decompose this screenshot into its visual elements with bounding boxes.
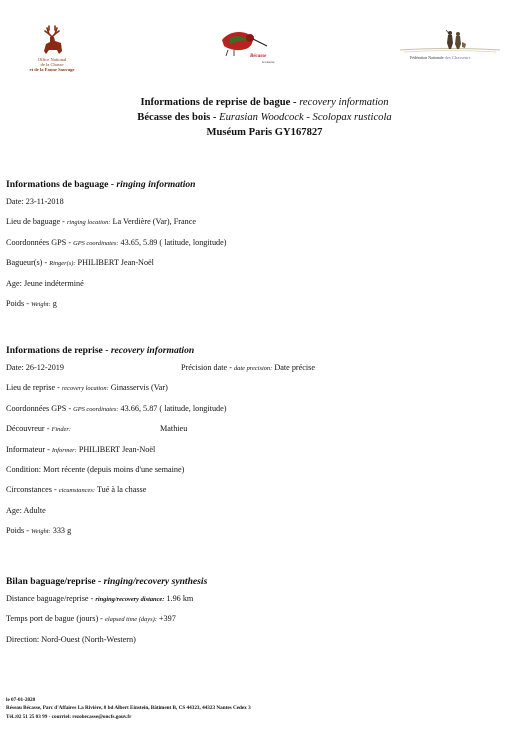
ringing-weight-label: Poids - [6, 298, 32, 308]
recovery-location-row [6, 383, 521, 393]
synthesis-time-value: +397 [156, 614, 176, 624]
ringing-ringer-en: Ringer(s): [49, 260, 76, 268]
ringing-location-label: Lieu de baguage - [6, 217, 67, 227]
ringing-weight-value: g [50, 298, 57, 308]
fnc-suffix: des Chasseurs [444, 55, 471, 60]
recovery-informer-en: Informer: [51, 446, 77, 454]
ringing-title [6, 179, 521, 190]
becasse-name: Bécasse [250, 54, 267, 59]
footer-address: Réseau Bécasse, Parc d'Affaires La Rivière, 8 bd Albert Einstein, Bâtiment B, CS 44323, 44323 Nantes Cedex 3 [6, 705, 251, 712]
recovery-weight-row [6, 526, 521, 536]
recovery-title [6, 345, 521, 356]
oncfs-line3: et de la Faune Sauvage [29, 67, 75, 73]
header-line-recovery [0, 95, 529, 110]
ringing-date-value: 23-11-2018 [25, 197, 64, 206]
ringing-ringer-label: Bagueur(s) - [6, 258, 50, 268]
synthesis-time-label: Temps port de bague (jours) - [6, 614, 106, 624]
recovery-gps-label: Coordonnées GPS - [6, 403, 74, 413]
ringing-age-row [6, 279, 521, 289]
fnc-text [410, 55, 471, 60]
recovery-weight-value: 333 g [50, 526, 72, 536]
header-line-species [0, 110, 529, 125]
synthesis-title-fr: Bilan baguage/reprise - [6, 576, 104, 587]
recovery-date-label: Date: [6, 363, 26, 372]
recovery-precision-en: date precision: [233, 365, 273, 372]
synthesis-title-en: ringing/recovery synthesis [103, 576, 208, 587]
ringing-gps-en: GPS coordinates: [73, 239, 119, 247]
oncfs-text [22, 57, 82, 73]
header-ring-id: Muséum Paris GY167827 [206, 127, 323, 138]
recovery-finder-row [6, 424, 521, 434]
recovery-weight-en: Weight: [31, 528, 51, 536]
synthesis-distance-en: ringing/recovery distance: [95, 596, 165, 603]
ringing-gps-label: Coordonnées GPS - [6, 237, 74, 247]
header-recovery-fr: Informations de reprise de bague - [140, 97, 300, 108]
recovery-age-label: Age: [6, 505, 24, 515]
synthesis-distance-value: 1.96 km [164, 594, 194, 603]
ringing-weight-row [6, 299, 521, 309]
recovery-finder-en: Finder: [51, 426, 71, 434]
recovery-informer-label: Informateur - [6, 444, 52, 454]
synthesis-direction-label: Direction: [6, 634, 42, 644]
synthesis-title [6, 576, 521, 587]
recovery-date-value: 26-12-2019 [25, 363, 64, 372]
synthesis-section [6, 576, 521, 655]
synthesis-time-row [6, 614, 521, 624]
footer-date: le 07-01-2020 [6, 697, 36, 703]
deer-icon [37, 24, 67, 56]
recovery-circumstances-row [6, 485, 521, 495]
ringing-ringer-row [6, 258, 521, 268]
oncfs-line1: Office National [37, 57, 67, 62]
recovery-informer-row [6, 445, 521, 455]
recovery-condition-row [6, 465, 521, 475]
oncfs-logo [22, 24, 82, 73]
header-species-en: Eurasian Woodcock - Scolopax rusticola [219, 112, 392, 123]
synthesis-distance-label: Distance baguage/reprise - [6, 594, 96, 603]
logo-bar [0, 22, 529, 90]
ringing-age-value: Jeune indéterminé [23, 278, 84, 288]
ringing-section [6, 179, 521, 319]
ringing-gps-row [6, 238, 521, 248]
document-header [0, 95, 529, 140]
recovery-gps-row [6, 404, 521, 414]
ringing-age-label: Age: [6, 278, 24, 288]
ringing-ringer-value: PHILIBERT Jean-Noël [75, 258, 154, 268]
recovery-circumstances-en: cicumstances: [58, 487, 95, 495]
recovery-location-en: recovery location: [61, 385, 109, 393]
ringing-location-value: La Verdière (Var), France [110, 217, 196, 227]
fnc-logo [400, 28, 500, 59]
footer-contact: Tél.:02 51 25 03 99 - courriel: rezobecasse@oncfs.gouv.fr [6, 713, 132, 720]
synthesis-direction-value: Nord-Ouest (North-Western) [41, 634, 136, 644]
ringing-title-fr: Informations de baguage - [6, 179, 117, 190]
synthesis-time-en: elapsed time (days): [105, 616, 157, 624]
recovery-location-label: Lieu de reprise - [6, 383, 62, 393]
recovery-precision-value: Date précise [272, 363, 315, 372]
recovery-finder-label: Découvreur - [6, 424, 52, 434]
recovery-condition-value: Mort récente (depuis moins d'une semaine) [43, 464, 185, 474]
becasse-sub: le réseau [262, 60, 275, 64]
fnc-prefix: Fédération Nationale [410, 55, 444, 60]
ringing-location-row [6, 217, 521, 227]
recovery-date-row [6, 363, 521, 373]
recovery-precision [181, 363, 315, 374]
recovery-condition-label: Condition: [6, 464, 44, 474]
recovery-precision-label: Précision date - [181, 363, 234, 372]
ringing-weight-en: Weight: [31, 300, 51, 308]
recovery-age-value: Adulte [23, 505, 46, 515]
recovery-title-fr: Informations de reprise - [6, 345, 111, 356]
ringing-location-en: ringing location: [66, 219, 111, 227]
synthesis-direction-row [6, 635, 521, 645]
recovery-gps-en: GPS coordinates: [73, 405, 119, 413]
ringing-date-row [6, 197, 521, 207]
header-recovery-en: recovery information [299, 97, 389, 108]
header-species-fr: Bécasse des bois - [137, 112, 220, 123]
recovery-age-row [6, 506, 521, 516]
ringing-date-label: Date: [6, 197, 26, 206]
ringing-title-en: ringing information [116, 179, 196, 190]
ringing-gps-value: 43.65, 5.89 ( latitude, longitude) [118, 237, 227, 247]
hunters-icon [400, 28, 500, 54]
recovery-weight-label: Poids - [6, 526, 32, 536]
recovery-location-value: Ginasservis (Var) [108, 383, 168, 393]
recovery-finder-value: Mathieu [160, 424, 188, 434]
oncfs-line2: de la Chasse [40, 62, 64, 68]
becasse-logo [218, 26, 286, 63]
document-footer [6, 696, 251, 721]
recovery-circumstances-label: Circonstances - [6, 485, 59, 495]
recovery-circumstances-value: Tué à la chasse [94, 485, 147, 495]
synthesis-distance-row [6, 594, 521, 604]
recovery-section [6, 345, 521, 547]
recovery-title-en: recovery information [110, 345, 195, 356]
recovery-gps-value: 43.66, 5.87 ( latitude, longitude) [118, 403, 227, 413]
recovery-informer-value: PHILIBERT Jean-Noël [76, 444, 156, 454]
